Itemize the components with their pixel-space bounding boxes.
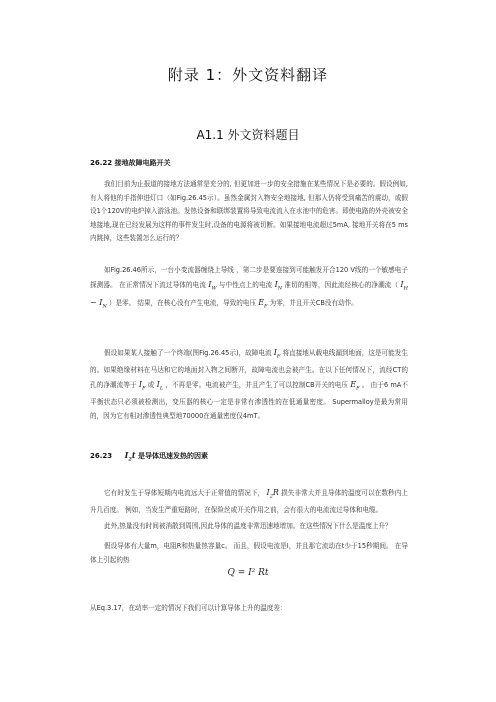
math-i-n: $I_N$	[274, 279, 283, 292]
math-i2t: $I_2t$	[124, 450, 136, 463]
math-i-f: $I_F$	[273, 348, 281, 360]
math-i-f-2: $I_F$	[138, 379, 146, 392]
section-title: A1.1 外文资料题目	[196, 128, 300, 142]
section-heading-26-23: 26.23 $I_2t$ 是导体迅速发热的因素	[90, 450, 208, 463]
section-heading-26-22: 26.22 接地故障电路开关	[90, 159, 171, 167]
paragraph-4: 它有时发生于导体短期内电流远大于正常值的情况下， $I_2R$ 损失非常大并且导体的温度可以在数秒内上升几百度。 例如，当发生严重短路时，在保险丝或开关作用之前，会有很大的电流流过导体和电缆。	[90, 488, 408, 515]
paragraph-2: 如Fig.26.46所示，一台小变流器缠绕上导线 ，第二步是要连接到可能触发开合120 V线的一个敏感电子探测器。 在正常情况下流过导体的电流 $I_W$ 与中性点上的电流 $I_N$ 准切的相等，因此流经核心的净潮流（ $I_H - I_N$ ）是零。 结果，在核心没有产生电流，导致的电压 $E_F$ 为零，并且开关CB没有动作。	[90, 266, 408, 310]
heat-formula: Q = I² Rt	[227, 568, 269, 578]
math-i-w: $I_W$	[208, 279, 217, 292]
math-i2r: $I_2R$	[266, 488, 279, 500]
paragraph-3: 假设如果某人接触了一个终端(图Fig.26.45示)，故障电流 $I_F$ 将直接地从载电线漏到地面，这是可能发生的。如果绝缘材料在马达和它的地面封入物之间断开，故障电流也会被产生。在以下任何情况下，流经CT的孔的净潮流等于 $I_F$ 或 $I_L$ ，不再是零。电流被产生，并且产生了可以控制CB开关的电压 $E_F$ 。 由于6 mA不平衡状态只必须被检测出，变压器的核心一定是非常有渗透性的在低通量密度。 Supermalloy是最为常用的，因为它有相对渗透性典型地70000在通量密度仅4mT。	[90, 348, 408, 420]
math-ih-minus-in: $I_H - I_N$	[90, 279, 408, 310]
math-i-l: $I_L$	[156, 379, 164, 392]
paragraph-5: 此外,热量没有时间被消散到周围,因此导体的温度非常迅速地增加。在这些情况下什么是温度上升？	[104, 522, 392, 530]
math-e-f-2: $E_F$	[350, 379, 360, 392]
math-e-f: $E_F$	[258, 297, 268, 310]
appendix-title: 附录 1：外文资料翻译	[167, 66, 329, 84]
paragraph-1: 我们目前为止报道的接地方法通常是充分的, 但更加进一步的安全措施在某些情况下是必要的。假设例如, 有人将他的手指伸进灯口（如Fig.26.45示）。虽然金属封入物安全地接地, 但那人仍将受到痛苦的震动，或假设1个120V的电炉掉入游泳池。发热设备和联绑装置将导致电流流入在水池中的危害。即使电路的外壳被安全地接地,现在已经发展为这样的事件发生时,设备的电源将被切断。如果接地电流超过5mA, 接地开关将在5 ms内跳掉，这些装置怎么运行的？	[90, 180, 409, 243]
paragraph-6: 假设导体有大量m，电阻R和热量热容量c。 而且，假设电流是I，并且那它流动在t少于15秒期间。 在导体上引起的热	[90, 542, 408, 564]
paragraph-7: 从Eq.3.17，在动率一定的情况下我们可以计算导体上升的温度差：	[90, 604, 287, 612]
